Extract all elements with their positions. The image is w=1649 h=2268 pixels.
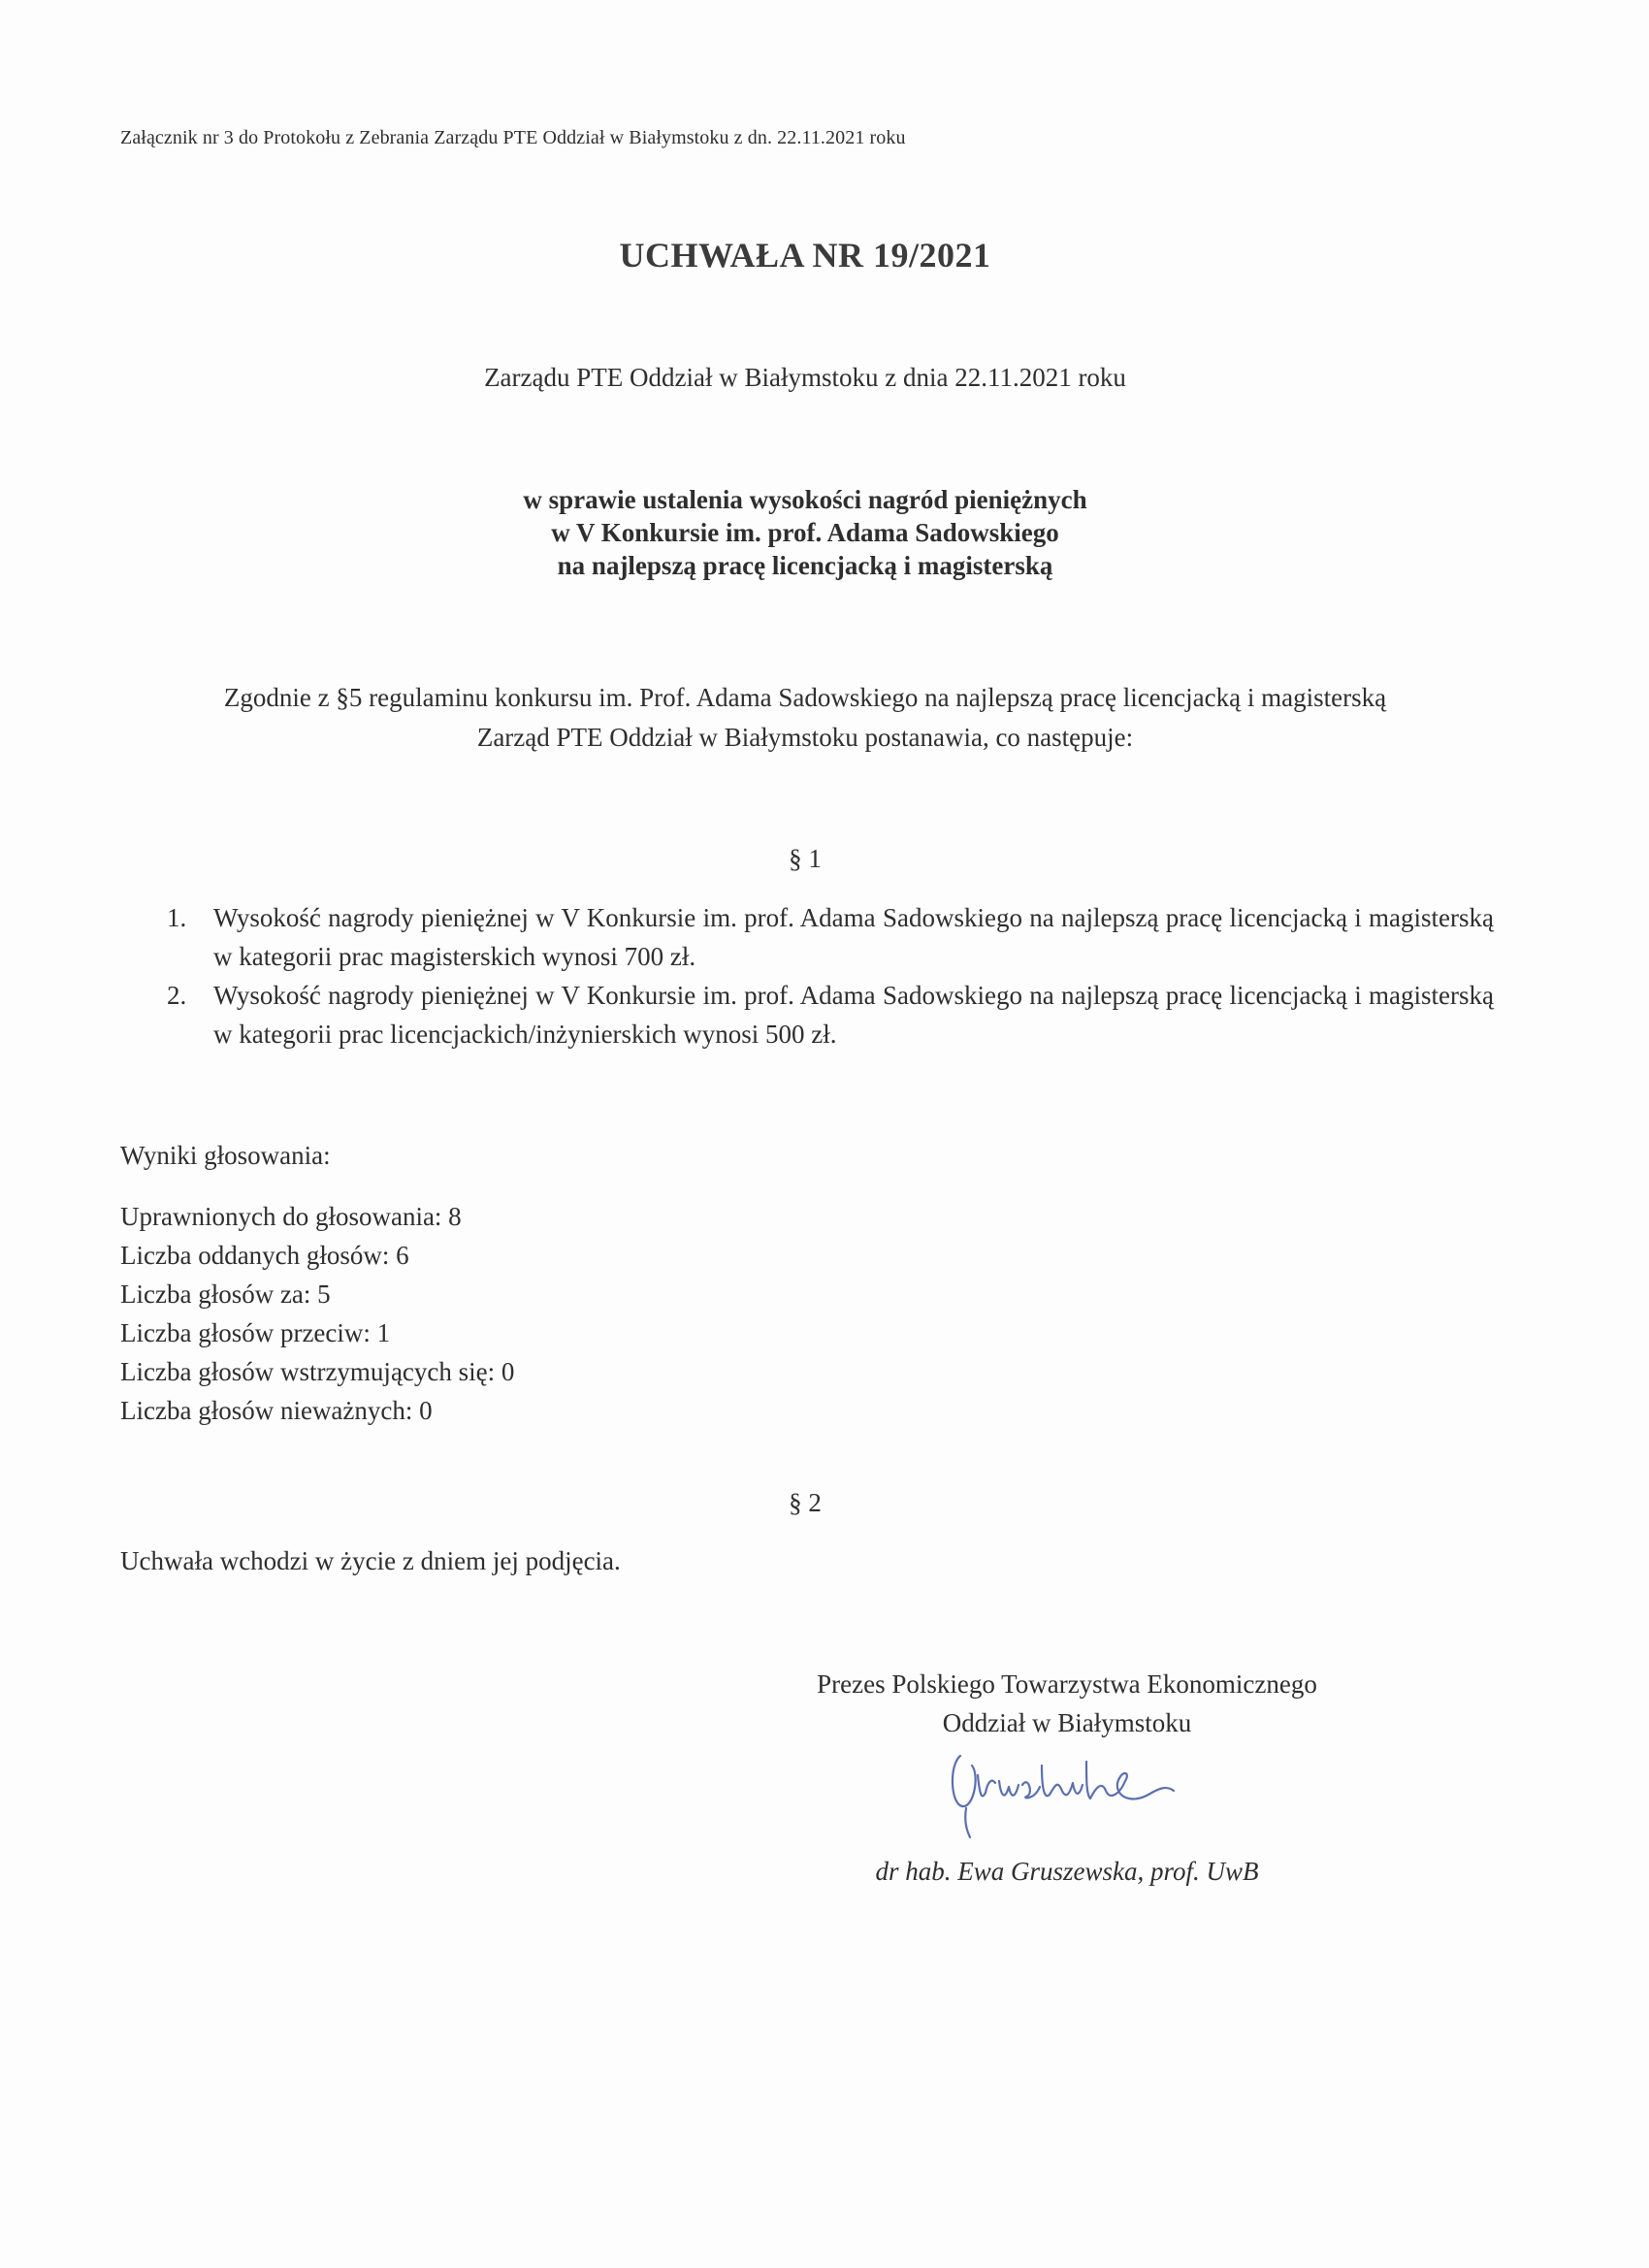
signer-name: dr hab. Ewa Gruszewska, prof. UwB	[875, 1857, 1259, 1886]
signatory-role	[737, 1665, 1397, 1742]
annex-header: Załącznik nr 3 do Protokołu z Zebrania Zarządu PTE Oddział w Białymstoku z dn. 22.11.2021 roku	[120, 127, 906, 148]
intro-line: Zarząd PTE Oddział w Białymstoku postanawia, co następuje:	[476, 723, 1134, 752]
section-1-list	[167, 898, 1494, 1053]
intro-line: Zgodnie z §5 regulaminu konkursu im. Prof. Adama Sadowskiego na najlepszą pracę licencjacką i magisterską	[223, 683, 1387, 712]
list-item-number: 1.	[167, 903, 187, 932]
vote-line: Liczba głosów nieważnych: 0	[120, 1396, 433, 1425]
handwritten-signature	[941, 1736, 1193, 1843]
list-item	[167, 898, 1494, 976]
voting-results-heading: Wyniki głosowania:	[120, 1141, 331, 1170]
list-item-text: Wysokość nagrody pieniężnej w V Konkursie im. prof. Adama Sadowskiego na najlepszą pracę licencjacką i magisterską w kategorii prac magisterskich wynosi 700 zł.	[213, 903, 1494, 971]
matter-line: w V Konkursie im. prof. Adama Sadowskiego	[551, 518, 1059, 547]
section-2-heading: § 2	[789, 1488, 822, 1517]
intro-paragraph	[0, 678, 1610, 758]
list-item	[167, 976, 1494, 1053]
matter-line: w sprawie ustalenia wysokości nagród pieniężnych	[523, 485, 1087, 514]
list-item-number: 2.	[167, 981, 187, 1010]
section-2-text: Uchwała wchodzi w życie z dniem jej podjęcia.	[120, 1546, 621, 1575]
matter-line: na najlepszą pracę licencjacką i magisterską	[557, 551, 1053, 580]
signatory-role-line: Prezes Polskiego Towarzystwa Ekonomicznego	[817, 1669, 1317, 1699]
section-1-heading: § 1	[789, 844, 822, 873]
signatory-role-line: Oddział w Białymstoku	[942, 1708, 1192, 1737]
resolution-subtitle: Zarządu PTE Oddział w Białymstoku z dnia 22.11.2021 roku	[484, 363, 1126, 392]
resolution-matter	[0, 483, 1610, 582]
vote-line: Liczba głosów za: 5	[120, 1280, 331, 1309]
vote-line: Liczba głosów wstrzymujących się: 0	[120, 1357, 515, 1386]
vote-line: Uprawnionych do głosowania: 8	[120, 1202, 462, 1231]
vote-line: Liczba głosów przeciw: 1	[120, 1318, 391, 1347]
vote-line: Liczba oddanych głosów: 6	[120, 1241, 409, 1270]
voting-results-list	[120, 1197, 514, 1430]
resolution-title: UCHWAŁA NR 19/2021	[619, 236, 991, 275]
list-item-text: Wysokość nagrody pieniężnej w V Konkursie im. prof. Adama Sadowskiego na najlepszą pracę licencjacką i magisterską w kategorii prac licencjackich/inżynierskich wynosi 500 zł.	[213, 981, 1494, 1049]
